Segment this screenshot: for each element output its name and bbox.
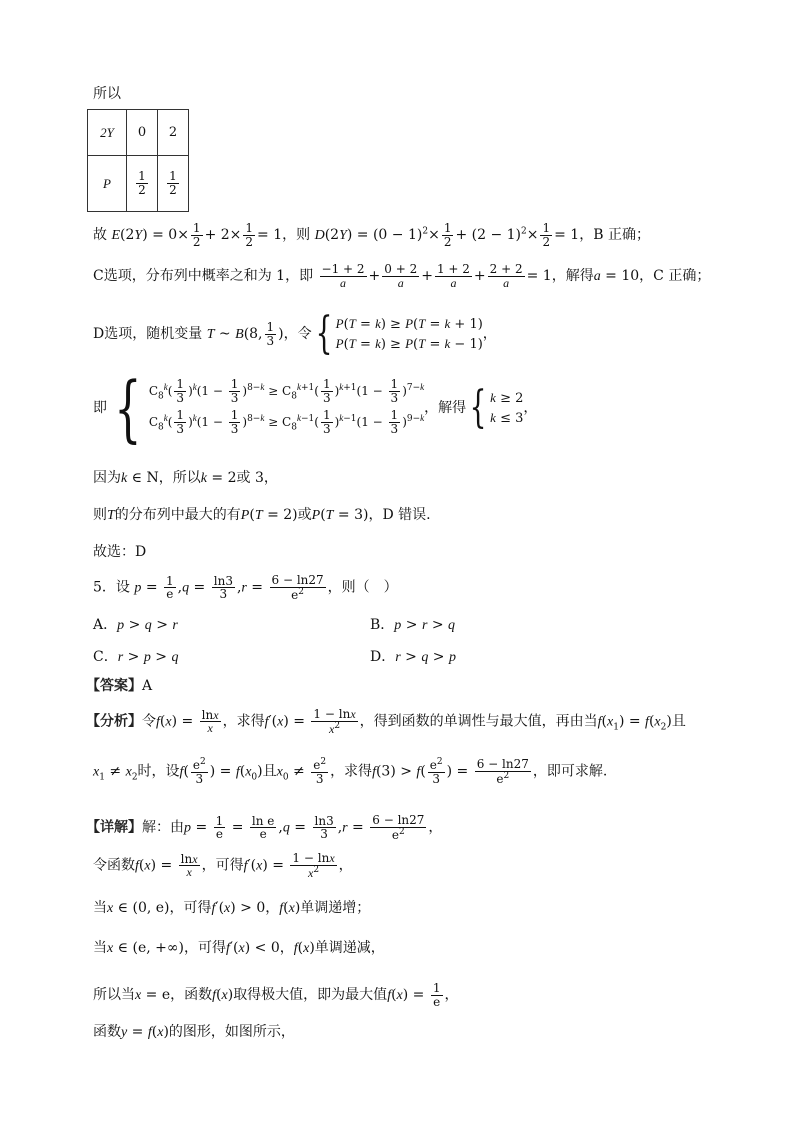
- line-d-option: D选项，随机变量 T ~ B(8, $\frac{1}{3}$ )，令{ P(T = k) ≥ P(T = k + 1) P(T = k) ≥ P(T = k − 1) ，: [93, 308, 497, 359]
- table-cell-half-2: $\frac{1}{2}$: [158, 156, 189, 212]
- table-cell-0: 0: [127, 110, 158, 156]
- intro-text: 所以: [93, 86, 121, 102]
- question-5: 5．设 p = $\frac{1}{e}$ ,q = $\frac{\ln 3}{3}$ ,r = $\frac{6 - \ln 27}{e^2}$ ，则（ ）: [93, 573, 398, 602]
- line-b-option: 故 E(2Y) = 0× $\frac{1}{2}$ + 2× $\frac{1}{2}$ = 1，则 $D(2Y) = (0 - 1)^2\times$ $\frac{1}{2}$ + $(2 - 1)^2\times$ $\frac{1}{2}$ = 1，B 正确；: [93, 221, 650, 249]
- table-header-p: P: [88, 156, 127, 212]
- detail-line-5: 所以当x = e，函数f(x)取得极大值，即为最大值f(x) = $\frac{1}{e}$ ，: [93, 981, 459, 1009]
- analysis-line-2: $x_1 \ne x_2$时，设f( $\frac{e^2}{3}$ ) = $f(x_0)$且$x_0$ ≠ $\frac{e^2}{3}$ ，求得f(3) > f( $\frac{e^2}{3}$ ) = $\frac{6 - \ln 27}{e^2}$ ，即可求解.: [93, 757, 608, 786]
- option-c: C．r > p > q: [93, 649, 179, 665]
- distribution-table: [87, 109, 189, 212]
- analysis-line-1: 【分析】令f(x) = $\frac{\ln x}{x}$ ，求得f′(x) = $\frac{1 - \ln x}{x^2}$ ，得到函数的单调性与最大值，再由当$f(x_1) = f(x_2)$且: [86, 707, 686, 736]
- table-cell-2: 2: [158, 110, 189, 156]
- analysis-tag: 【分析】: [86, 713, 142, 730]
- option-b: B．p > r > q: [370, 617, 456, 633]
- detail-line-1: 【详解】解：由p = $\frac{1}{e}$ = $\frac{\text{ln e}}{e}$ ,q = $\frac{\ln 3}{3}$ ,r = $\frac{6 - \ln 27}{e^2}$ ，: [86, 813, 443, 842]
- option-a: A．p > q > r: [93, 617, 178, 633]
- line-k-natural: 因为k ∈ N，所以k = 2或 3，: [93, 470, 278, 486]
- table-header-2y: 2Y: [88, 110, 127, 156]
- option-d: D．r > q > p: [370, 649, 456, 665]
- detail-line-6: 函数y = f(x)的图形，如图所示，: [93, 1024, 295, 1040]
- line-choose-d: 故选：D: [93, 544, 147, 560]
- table-cell-half-1: $\frac{1}{2}$: [127, 156, 158, 212]
- detail-line-2: 令函数f(x) = $\frac{\ln x}{x}$ ，可得f′(x) = $\frac{1 - \ln x}{x^2}$ ，: [93, 851, 353, 880]
- line-d-system: 即{ $C_8^k$( $\frac{1}{3}$ )$^k$(1 − $\frac{1}{3}$ )$^{8-k} \ge C_8^{k+1}$( $\frac{1}{3}$ )$^{k+1}$(1 − $\frac{1}{3}$ )$^{7-k}$ $C_8^k$( $\frac{1}{3}$ )$^k$(1 − $\frac{1}{3}$ )$^{8-k} \ge C_8^{k-1}$( $\frac{1}{3}$ )$^{k-1}$(1 − $\frac{1}{3}$ )$^{9-k}$ ，解得{ k ≥ 2 k ≤ 3 ，: [93, 366, 538, 450]
- answer-tag: 【答案】: [86, 678, 142, 694]
- detail-line-4: 当x ∈ (e, +∞)，可得f′(x) < 0，f(x)单调递减，: [93, 940, 385, 956]
- detail-line-3: 当x ∈ (0, e)，可得f′(x) > 0，f(x)单调递增；: [93, 900, 371, 916]
- answer-line: 【答案】A: [86, 678, 153, 694]
- detail-tag: 【详解】: [86, 819, 142, 836]
- line-d-max: 则T的分布列中最大的有P(T = 2)或P(T = 3)，D 错误.: [93, 507, 431, 523]
- line-c-option: C选项，分布列中概率之和为 1，即 $\frac{-1 + 2}{a}$ + $\frac{0 + 2}{a}$ + $\frac{1 + 2}{a}$ + $\frac{2 + 2}{a}$ = 1，解得a = 10，C 正确；: [93, 262, 711, 290]
